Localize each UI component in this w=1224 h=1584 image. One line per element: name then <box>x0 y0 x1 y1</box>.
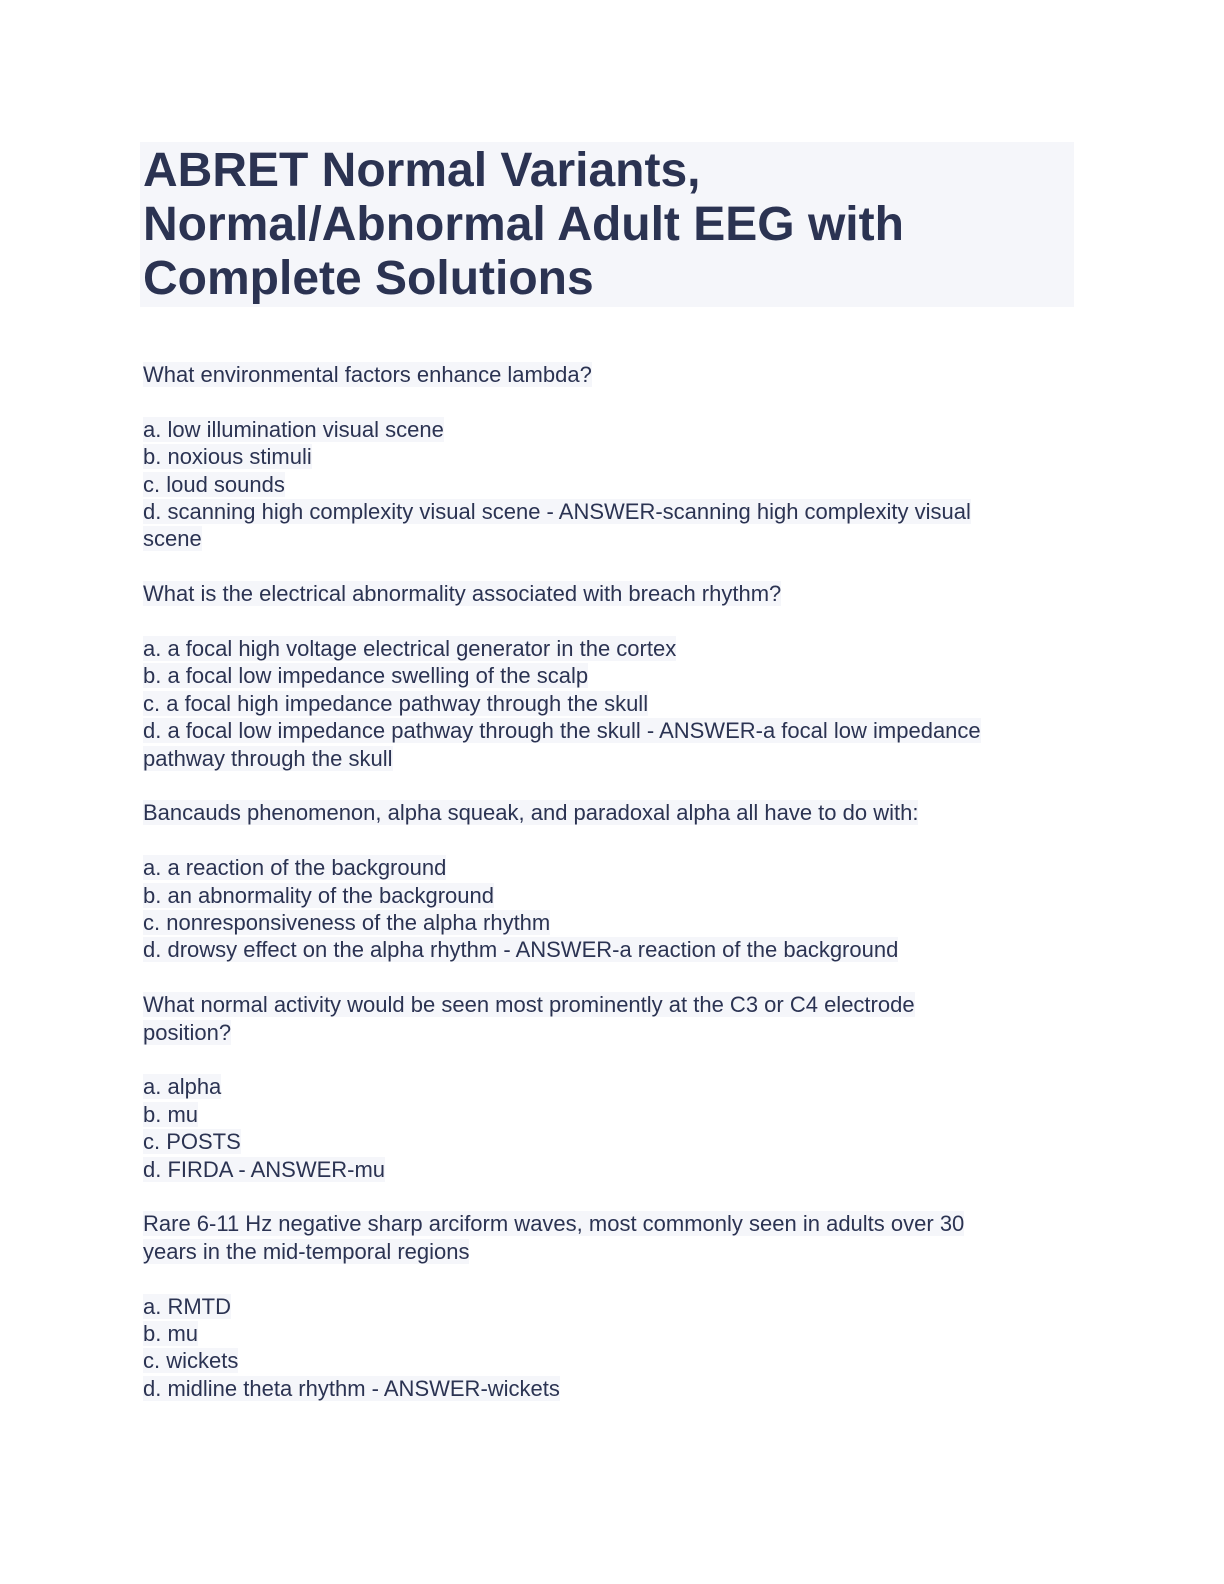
question-list <box>143 361 1063 1402</box>
answer-option: scene <box>143 526 202 552</box>
answer-option: d. FIRDA - ANSWER-mu <box>143 1156 386 1182</box>
answer-option: a. low illumination visual scene <box>143 416 444 442</box>
answer-option: c. wickets <box>143 1348 239 1374</box>
question-prompt-line: years in the mid-temporal regions <box>143 1238 470 1264</box>
answer-option: d. scanning high complexity visual scene - ANSWER-scanning high complexity visual <box>143 499 971 525</box>
answer-option: d. a focal low impedance pathway through the skull - ANSWER-a focal low impedance <box>143 718 981 744</box>
answer-option: c. loud sounds <box>143 471 285 497</box>
answer-option: b. mu <box>143 1101 199 1127</box>
question-prompt-line: What normal activity would be seen most prominently at the C3 or C4 electrode <box>143 992 915 1018</box>
question-block <box>143 580 1063 772</box>
question-block <box>143 1210 1063 1402</box>
question-prompt-line: Rare 6-11 Hz negative sharp arciform waves, most commonly seen in adults over 30 <box>143 1211 965 1237</box>
answer-option: a. RMTD <box>143 1293 231 1319</box>
answer-option: b. mu <box>143 1321 199 1347</box>
answer-option: a. alpha <box>143 1074 222 1100</box>
question-prompt-line: What environmental factors enhance lambda? <box>143 362 592 387</box>
answer-option: b. noxious stimuli <box>143 444 312 470</box>
answer-option: b. a focal low impedance swelling of the scalp <box>143 663 589 689</box>
question-prompt-line: What is the electrical abnormality associated with breach rhythm? <box>143 581 782 607</box>
answer-option: pathway through the skull <box>143 745 393 771</box>
question-prompt-line: Bancauds phenomenon, alpha squeak, and paradoxal alpha all have to do with: <box>143 800 919 826</box>
answer-option: c. POSTS <box>143 1129 241 1155</box>
answer-option: d. drowsy effect on the alpha rhythm - ANSWER-a reaction of the background <box>143 937 899 963</box>
answer-option: b. an abnormality of the background <box>143 882 495 908</box>
question-block <box>143 361 1063 553</box>
answer-option: a. a reaction of the background <box>143 855 447 881</box>
answer-option: a. a focal high voltage electrical generator in the cortex <box>143 636 677 662</box>
question-block <box>143 991 1063 1183</box>
answer-option: d. midline theta rhythm - ANSWER-wickets <box>143 1375 560 1401</box>
answer-option: c. a focal high impedance pathway through the skull <box>143 690 649 716</box>
answer-option: c. nonresponsiveness of the alpha rhythm <box>143 910 551 936</box>
document-title: ABRET Normal Variants, Normal/Abnormal Adult EEG with Complete Solutions <box>143 144 904 305</box>
question-prompt-line: position? <box>143 1019 232 1045</box>
question-block <box>143 799 1063 963</box>
